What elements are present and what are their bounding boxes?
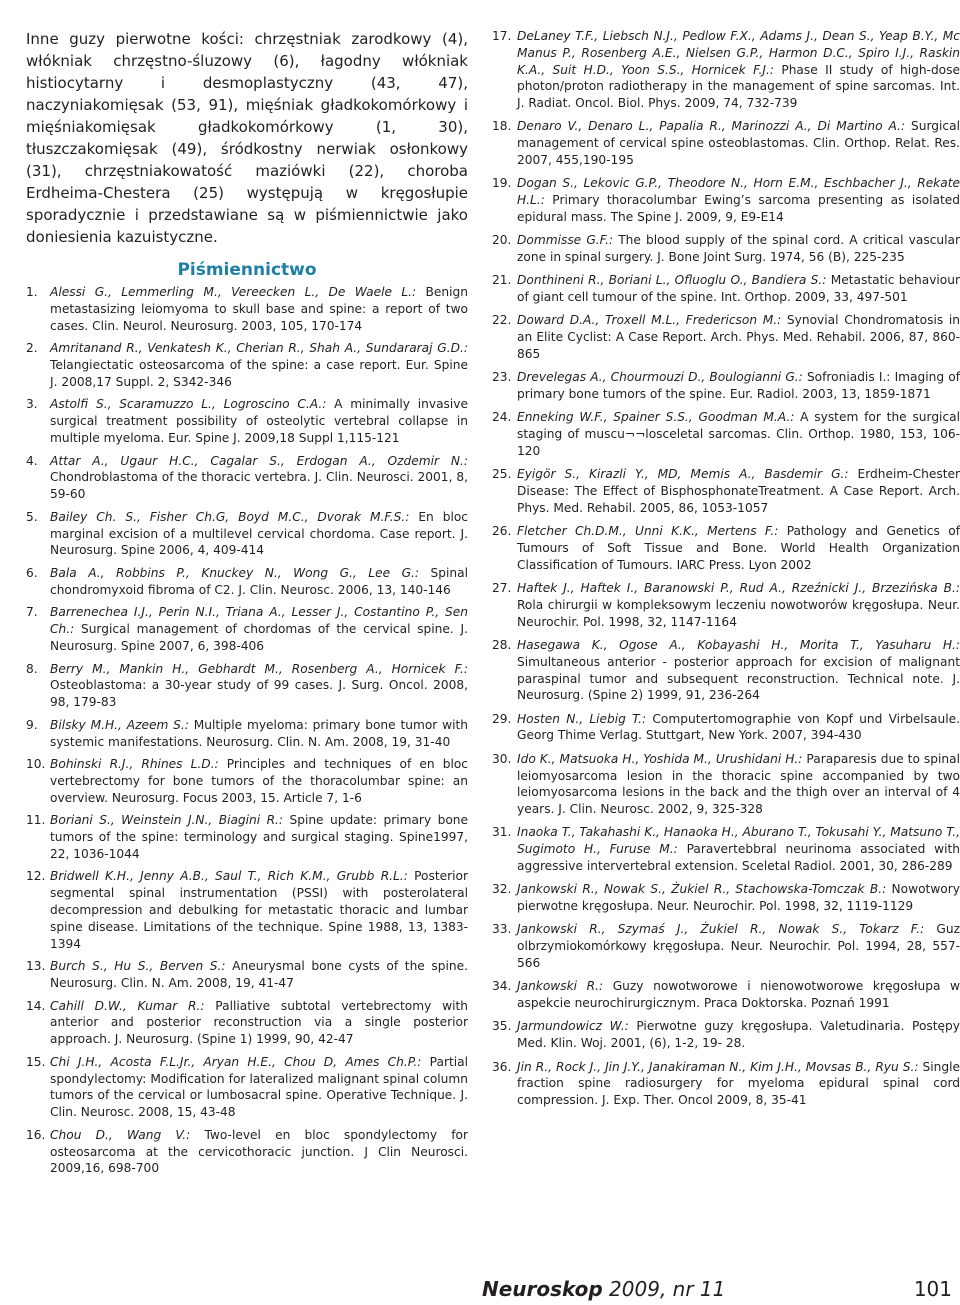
reference-citation: Posterior segmental spinal instrumentation (PSSI) with posterolateral decompression and debulking for metastatic thoracic and lumbar spine disease. Limitations of the technique. Spine 1988, 13, 1383-1394 <box>50 869 468 951</box>
reference-text <box>517 409 960 459</box>
reference-authors: Jin R., Rock J., Jin J.Y., Janakiraman N., Kim J.H., Movsas B., Ryu S.: <box>517 1059 919 1074</box>
reference-authors: Jankowski R.: <box>517 979 604 994</box>
reference-number: 24. <box>492 410 512 425</box>
reference-authors: Bala A., Robbins P., Knuckey N., Wong G., Lee G.: <box>50 565 420 580</box>
reference-authors: Astolfi S., Scaramuzzo L., Logroscino C.A.: <box>50 397 327 412</box>
reference-authors: Boriani S., Weinstein J.N., Biagini R.: <box>50 813 284 828</box>
reference-authors: Dogan S., Lekovic G.P., Theodore N., Horn E.M., Eschbacher J., Rekate H.L.: <box>517 176 960 208</box>
reference-text <box>517 751 960 818</box>
reference-citation: Telangiectatic osteosarcoma of the spine: a case report. Eur. Spine J. 2008,17 Suppl. 2, S342-346 <box>50 357 468 389</box>
reference-text <box>50 661 468 711</box>
reference-citation: Sofroniadis I.: Imaging of primary bone tumors of the spine. Eur. Radiol. 2003, 13, 1859-1871 <box>517 370 960 402</box>
reference-number: 30. <box>492 751 512 766</box>
reference-text <box>517 312 960 362</box>
reference-text <box>50 1127 468 1177</box>
reference-citation: Guzy nowotworowe i nienowotworowe kręgosłupa w aspekcie neurochirurgicznym. Praca Doktorska. Poznań 1991 <box>517 979 960 1011</box>
reference-text <box>50 509 468 559</box>
reference-citation: Rola chirurgii w kompleksowym leczeniu nowotworów kręgosłupa. Neur. Neurochir. Pol. 1998, 32, 1147-1164 <box>517 597 960 629</box>
reference-text <box>517 1018 960 1052</box>
reference-text <box>517 824 960 874</box>
reference-number: 11. <box>26 813 46 828</box>
reference-authors: Drevelegas A., Chourmouzi D., Boulogianni G.: <box>517 370 803 385</box>
reference-citation: Paraparesis due to spinal leiomyosarcoma lesion in the thoracic spine accompanied by two leiomyosarcoma lesions in the back and the thigh over an interval of 4 years. J. Clin. Neurosc. 2002, 9, 325-328 <box>517 751 960 817</box>
reference-text <box>50 396 468 446</box>
reference-authors: Amritanand R., Venkatesh K., Cherian R., Shah A., Sundararaj G.D.: <box>50 341 468 356</box>
reference-text <box>517 921 960 971</box>
reference-text <box>50 604 468 654</box>
reference-text <box>517 1059 960 1109</box>
reference-item <box>26 396 468 446</box>
reference-item <box>26 717 468 751</box>
reference-authors: Chou D., Wang V.: <box>50 1127 191 1142</box>
reference-number: 22. <box>492 313 512 328</box>
reference-item <box>492 580 960 630</box>
reference-authors: Hosten N., Liebig T.: <box>517 711 647 726</box>
reference-number: 12. <box>26 869 46 884</box>
reference-item <box>26 340 468 390</box>
reference-citation: Phase II study of high-dose photon/proton radiotherapy in the management of spine sarcomas. Int. J. Radiat. Oncol. Biol. Phys. 2009, 74, 732-739 <box>517 62 960 111</box>
reference-item <box>492 1018 960 1052</box>
references-heading: Piśmiennictwo <box>177 260 317 280</box>
reference-number: 25. <box>492 467 512 482</box>
reference-item <box>26 453 468 503</box>
reference-item <box>492 881 960 915</box>
reference-number: 4. <box>26 453 38 468</box>
reference-citation: Erdheim-Chester Disease: The Effect of BisphosphonateTreatment. A Case Report. Arch. Phys. Med. Rehabil. 2005, 86, 1053-1057 <box>517 467 960 515</box>
reference-authors: DeLaney T.F., Liebsch N.J., Pedlow F.X., Adams J., Dean S., Yeap B.Y., Mc Manus P., Rosenberg A.E., Nielsen G.P., Harmon D.C., Spiro I.J., Raskin K.A., Suit H.D., Yoon S.S., Hornicek F.J.: <box>517 29 960 77</box>
reference-text <box>517 637 960 704</box>
reference-number: 18. <box>492 119 512 134</box>
reference-number: 6. <box>26 565 38 580</box>
reference-number: 5. <box>26 509 38 524</box>
reference-citation: Spine update: primary bone tumors of the spine: terminology and surgical staging. Spine1997, 22, 1036-1044 <box>50 813 468 861</box>
reference-item <box>492 466 960 516</box>
reference-authors: Haftek J., Haftek I., Baranowski P., Rud A., Rzeźnicki J., Brzezińska B.: <box>517 581 960 596</box>
reference-authors: Bailey Ch. S., Fisher Ch.G, Boyd M.C., Dvorak M.F.S.: <box>50 509 410 524</box>
reference-number: 17. <box>492 29 512 43</box>
reference-item <box>26 868 468 952</box>
reference-citation: Surgical management of cervical spine osteoblastomas. Clin. Orthop. Relat. Res. 2007, 455,190-195 <box>517 119 960 168</box>
reference-authors: Inaoka T., Takahashi K., Hanaoka H., Aburano T., Tokusahi Y., Matsuno T., Sugimoto H., Furuse M.: <box>517 825 960 857</box>
reference-text <box>50 717 468 751</box>
reference-citation: Primary thoracolumbar Ewing’s sarcoma presenting as isolated epidural mass. The Spine J. 2009, 9, E9-E14 <box>517 193 960 224</box>
reference-authors: Bilsky M.H., Azeem S.: <box>50 717 189 732</box>
reference-number: 20. <box>492 233 512 248</box>
reference-item <box>26 958 468 992</box>
reference-item <box>26 1127 468 1177</box>
reference-authors: Chi J.H., Acosta F.L.Jr., Aryan H.E., Chou D, Ames Ch.P.: <box>50 1054 422 1069</box>
reference-item <box>26 565 468 599</box>
reference-text <box>50 998 468 1048</box>
reference-number: 8. <box>26 661 38 676</box>
reference-number: 15. <box>26 1054 46 1069</box>
reference-citation: Two-level en bloc spondylectomy for osteosarcoma at the cervicothoracic junction. J Clin Neurosci. 2009,16, 698-700 <box>50 1127 468 1176</box>
reference-authors: Bridwell K.H., Jenny A.B., Saul T., Rich K.M., Grubb R.L.: <box>50 869 408 884</box>
reference-authors: Donthineni R., Boriani L., Ofluoglu O., Bandiera S.: <box>517 273 827 288</box>
reference-citation: Surgical management of chordomas of the cervical spine. J. Neurosurg. Spine 2007, 6, 398-406 <box>50 622 468 653</box>
reference-text <box>50 453 468 503</box>
reference-text <box>50 565 468 599</box>
reference-citation: Guz olbrzymiokomórkowy kręgosłupa. Neur. Neurochir. Pol. 1994, 28, 557-566 <box>517 922 960 971</box>
reference-number: 35. <box>492 1019 512 1034</box>
reference-citation: Spinal chondromyxoid fibroma of C2. J. Clin. Neurosc. 2006, 13, 140-146 <box>50 565 468 597</box>
reference-authors: Attar A., Ugaur H.C., Cagalar S., Erdogan A., Ozdemir N.: <box>50 453 468 468</box>
reference-authors: Bohinski R.J., Rhines L.D.: <box>50 757 219 772</box>
reference-text <box>50 756 468 806</box>
reference-citation: Simultaneous anterior - posterior approach for excision of malignant paraspinal tumor and subsequent reconstruction. Technical note. J. Neurosurg. (Spine 2) 1999, 91, 236-264 <box>517 654 960 703</box>
reference-authors: Hasegawa K., Ogose A., Kobayashi H., Morita T., Yasuharu H.: <box>517 638 960 652</box>
reference-citation: En bloc marginal excision of a multilevel cervical chordoma. Case report. J. Neurosurg. Spine 2006, 4, 409-414 <box>50 509 468 558</box>
reference-authors: Dommisse G.F.: <box>517 233 614 248</box>
reference-item <box>26 756 468 806</box>
reference-number: 7. <box>26 605 38 620</box>
reference-text <box>517 881 960 915</box>
reference-number: 1. <box>26 285 38 299</box>
reference-text <box>50 812 468 862</box>
reference-citation: Partial spondylectomy: Modification for lateralized malignant spinal column tumors of the cervical or lumbosacral spine. Operative Technique. J. Clin. Neurosc. 2008, 15, 43-48 <box>50 1054 468 1120</box>
reference-authors: Berry M., Mankin H., Gebhardt M., Rosenberg A., Hornicek F.: <box>50 661 468 676</box>
reference-citation: Computertomographie von Kopf und Virbelsaule. Georg Thime Verlag. Stuttgart, New York. 2007, 394-430 <box>517 711 960 743</box>
reference-text <box>50 868 468 952</box>
reference-citation: Pierwotne guzy kręgosłupa. Valetudinaria. Postępy Med. Klin. Woj. 2001, (6), 1-2, 19- 28. <box>517 1019 960 1051</box>
reference-citation: The blood supply of the spinal cord. A critical vascular zone in spinal surgery. J. Bone Joint Surg. 1974, 56 (B), 225-235 <box>517 233 960 265</box>
reference-authors: Alessi G., Lemmerling M., Vereecken L., De Waele L.: <box>50 285 417 299</box>
reference-number: 33. <box>492 922 512 937</box>
reference-text <box>517 711 960 745</box>
reference-authors: Eyigör S., Kirazli Y., MD, Memis A., Basdemir G.: <box>517 467 849 482</box>
reference-text <box>50 340 468 390</box>
reference-item <box>492 409 960 459</box>
reference-citation: Paravertebbral neurinoma associated with aggressive intervertebral extension. Sceletal Radiol. 2001, 30, 286-289 <box>517 842 960 874</box>
reference-citation: A system for the surgical staging of muscu¬¬losceletal sarcomas. Clin. Orthop. 1980, 153, 106-120 <box>517 410 960 459</box>
reference-list-right <box>492 28 960 1109</box>
reference-text <box>517 580 960 630</box>
reference-number: 10. <box>26 757 46 772</box>
reference-item <box>492 369 960 403</box>
journal-name: Neuroskop <box>482 1277 603 1301</box>
reference-authors: Cahill D.W., Kumar R.: <box>50 998 205 1013</box>
reference-item <box>492 312 960 362</box>
reference-citation: Pathology and Genetics of Tumours of Soft Tissue and Bone. World Health Organization Classification of Tumours. IARC Press. Lyon 2002 <box>517 524 960 572</box>
reference-text <box>517 369 960 403</box>
reference-item <box>492 232 960 266</box>
reference-text <box>517 978 960 1012</box>
reference-text <box>517 175 960 225</box>
reference-item <box>26 1054 468 1121</box>
reference-number: 34. <box>492 979 512 994</box>
reference-authors: Enneking W.F., Spainer S.S., Goodman M.A.: <box>517 410 795 425</box>
reference-citation: Chondroblastoma of the thoracic vertebra. J. Clin. Neurosci. 2001, 8, 59-60 <box>50 470 468 502</box>
reference-authors: Jankowski R., Nowak S., Żukiel R., Stachowska-Tomczak B.: <box>517 882 887 897</box>
reference-item <box>26 604 468 654</box>
reference-authors: Barrenechea I.J., Perin N.I., Triana A., Lesser J., Costantino P., Sen Ch.: <box>50 605 468 637</box>
reference-number: 27. <box>492 581 512 596</box>
reference-authors: Burch S., Hu S., Berven S.: <box>50 959 226 974</box>
reference-item <box>492 523 960 573</box>
reference-item <box>492 272 960 306</box>
reference-item <box>26 661 468 711</box>
reference-number: 3. <box>26 397 38 412</box>
reference-item <box>492 824 960 874</box>
reference-item <box>492 711 960 745</box>
reference-item <box>26 812 468 862</box>
reference-authors: Ido K., Matsuoka H., Yoshida M., Urushidani H.: <box>517 751 803 766</box>
reference-citation: Metastatic behaviour of giant cell tumour of the spine. Int. Orthop. 2009, 33, 497-501 <box>517 273 960 305</box>
reference-text <box>517 232 960 266</box>
reference-number: 9. <box>26 717 38 732</box>
reference-item <box>492 28 960 112</box>
reference-text <box>517 523 960 573</box>
reference-text <box>50 1054 468 1121</box>
reference-number: 19. <box>492 176 512 191</box>
reference-item <box>26 284 468 334</box>
reference-item <box>492 175 960 225</box>
reference-number: 26. <box>492 524 512 539</box>
left-column <box>26 28 468 1183</box>
reference-citation: Nowotwory pierwotne kręgosłupa. Neur. Neurochir. Pol. 1998, 32, 1119-1129 <box>517 882 960 914</box>
reference-citation: Osteoblastoma: a 30-year study of 99 cases. J. Surg. Oncol. 2008, 98, 179-83 <box>50 678 468 710</box>
reference-number: 36. <box>492 1059 512 1074</box>
reference-citation: A minimally invasive surgical treatment possibility of osteolytic vertebral collapse in multiple myeloma. Eur. Spine J. 2009,18 Suppl 1,115-121 <box>50 397 468 445</box>
reference-item <box>26 998 468 1048</box>
reference-item <box>492 1059 960 1109</box>
reference-number: 14. <box>26 998 46 1013</box>
reference-citation: Multiple myeloma: primary bone tumor with systemic manifestations. Neurosurg. Clin. N. Am. 2008, 19, 31-40 <box>50 717 468 749</box>
intro-paragraph: Inne guzy pierwotne kości: chrzęstniak zarodkowy (4), włókniak chrzęstno-śluzowy (6), łagodny włókniak histiocytarny i desmoplastyczny (43, 47), naczyniakomięsak (53, 91), mięśniak gładkokomórkowy i mięśniakomięsak gładkokomórkowy (1, 30), tłuszczakomięsak (49), śródkostny nerwiak osłonkowy (31), chrzęstniakowatość maziówki (22), choroba Erdheima-Chestera (25) występują w kręgosłupie sporadycznie i przedstawiane są w piśmiennictwie jako doniesienia kazuistyczne. <box>26 30 468 246</box>
reference-text <box>50 958 468 992</box>
reference-number: 21. <box>492 273 512 288</box>
reference-item <box>26 509 468 559</box>
reference-authors: Denaro V., Denaro L., Papalia R., Marinozzi A., Di Martino A.: <box>517 119 906 134</box>
reference-number: 28. <box>492 638 512 652</box>
reference-text <box>517 272 960 306</box>
reference-citation: Principles and techniques of en bloc vertebrectomy for bone tumors of the thoracolumbar spine: an overview. Neurosurg. Focus 2003, 15. Article 7, 1-6 <box>50 757 468 805</box>
reference-text <box>50 284 468 334</box>
reference-number: 16. <box>26 1127 46 1142</box>
reference-item <box>492 118 960 168</box>
reference-number: 23. <box>492 370 512 385</box>
reference-item <box>492 637 960 704</box>
page-number: 101 <box>913 1277 952 1301</box>
reference-text <box>517 118 960 168</box>
reference-text <box>517 466 960 516</box>
page-footer <box>482 1275 954 1303</box>
reference-text <box>517 28 960 112</box>
reference-citation: Palliative subtotal vertebrectomy with anterior and posterior reconstruction via a single posterior approach. J. Neurosurg. (Spine 1) 1999, 90, 42-47 <box>50 998 468 1047</box>
reference-authors: Doward D.A., Troxell M.L., Fredericson M.: <box>517 313 782 328</box>
reference-citation: Synovial Chondromatosis in an Elite Cyclist: A Case Report. Arch. Phys. Med. Rehabil. 2006, 87, 860-865 <box>517 313 960 362</box>
reference-item <box>492 751 960 818</box>
reference-authors: Fletcher Ch.D.M., Unni K.K., Mertens F.: <box>517 524 779 539</box>
reference-item <box>492 921 960 971</box>
reference-list-left <box>26 284 468 1177</box>
right-column <box>492 28 960 1115</box>
reference-citation: Benign metastasizing leiomyoma to skull base and spine: a report of two cases. Clin. Neurol. Neurosurg. 2003, 105, 170-174 <box>50 285 468 333</box>
reference-number: 2. <box>26 341 38 356</box>
reference-item <box>492 978 960 1012</box>
reference-citation: Aneurysmal bone cysts of the spine. Neurosurg. Clin. N. Am. 2008, 19, 41-47 <box>50 959 468 991</box>
reference-number: 31. <box>492 825 512 840</box>
reference-number: 32. <box>492 882 512 897</box>
reference-authors: Jankowski R., Szymaś J., Żukiel R., Nowak S., Tokarz F.: <box>517 922 925 937</box>
journal-issue: 2009, nr 11 <box>602 1277 726 1301</box>
reference-number: 29. <box>492 711 512 726</box>
reference-number: 13. <box>26 959 46 974</box>
reference-citation: Single fraction spine radiosurgery for myeloma epidural spinal cord compression. J. Exp. Ther. Oncol 2009, 8, 35-41 <box>517 1059 960 1108</box>
reference-authors: Jarmundowicz W.: <box>517 1019 629 1034</box>
